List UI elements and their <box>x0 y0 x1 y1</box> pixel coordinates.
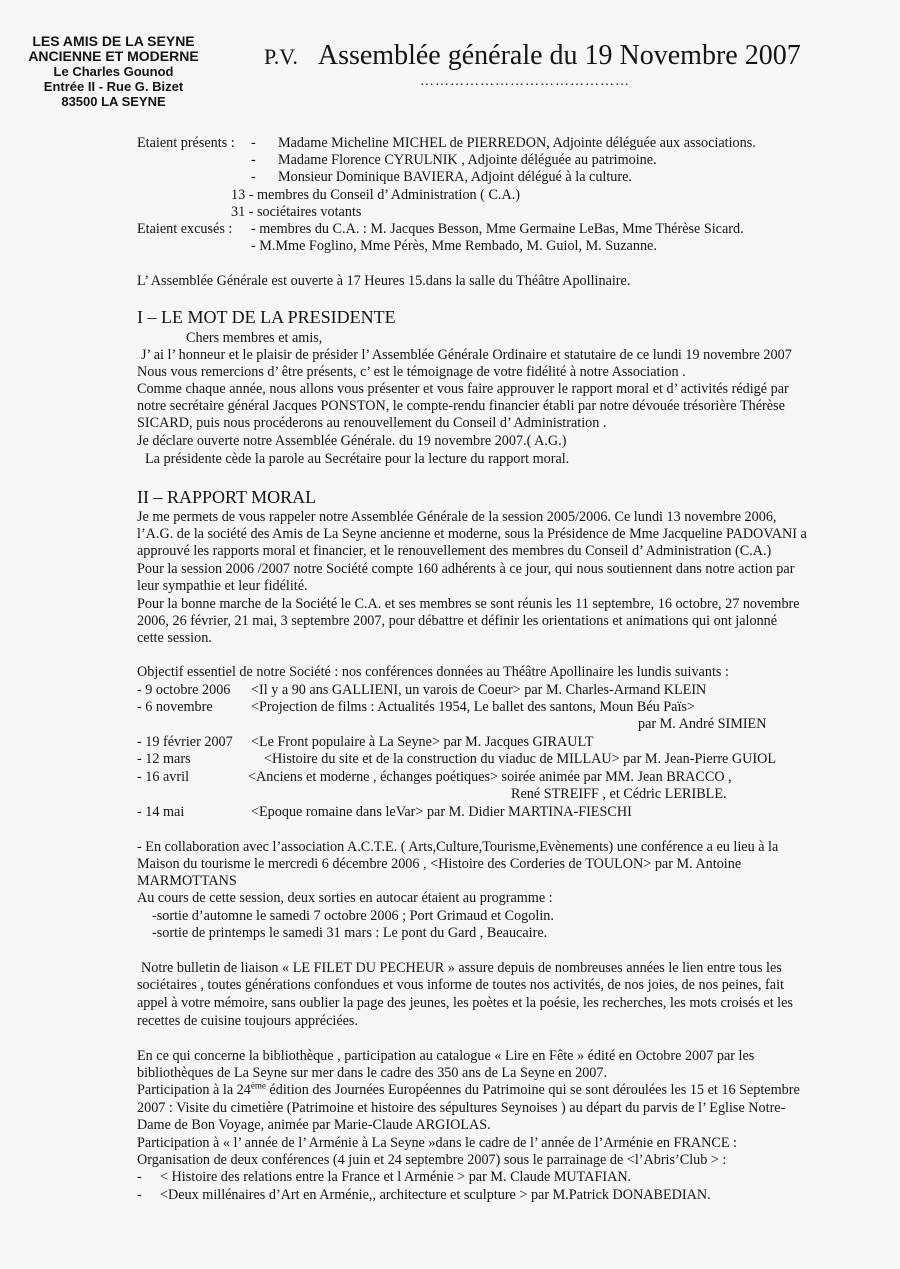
conf-date-3: - 19 février 2007 <box>137 734 233 750</box>
document-title <box>264 40 801 72</box>
biblio-line-2: bibliothèques de La Seyne sur mer dans le cadre des 350 ans de La Seyne en 2007. <box>137 1065 608 1081</box>
patrimoine-part-b: édition des Journées Européennes du Patrimoine qui se sont déroulées les 15 et 16 Septembre <box>265 1082 800 1098</box>
armenie-dash-2: - <box>137 1187 142 1203</box>
armenie-conf-1: < Histoire des relations entre la France et l Arménie > par M. Claude MUTAFIAN. <box>160 1169 632 1185</box>
patrimoine-line-3: Dame de Bon Voyage, animée par Marie-Claude ARGIOLAS. <box>137 1117 491 1133</box>
bulletin-line-2: sociétaires , toutes générations confondues et vous informe de toutes nos activités, de nos joies, de nos peines, fait <box>137 977 784 993</box>
present-dash-3: - <box>251 169 256 185</box>
conf-date-1: - 9 octobre 2006 <box>137 682 231 698</box>
present-2: Madame Florence CYRULNIK , Adjointe déléguée au patrimoine. <box>278 152 657 168</box>
s2-line-5: leur sympathie et leur fidélité. <box>137 578 308 594</box>
letterhead-line-1: LES AMIS DE LA SEYNE <box>32 33 195 49</box>
excused-1: - membres du C.A. : M. Jacques Besson, Mme Germaine LeBas, Mme Thérèse Sicard. <box>251 221 744 237</box>
letterhead-line-2: ANCIENNE ET MODERNE <box>28 48 199 64</box>
present-dash-2: - <box>251 152 256 168</box>
s2-line-4: Pour la session 2006 /2007 notre Société compte 160 adhérents à ce jour, qui nous soutiennent dans notre action par <box>137 561 795 577</box>
excused-2: - M.Mme Foglino, Mme Pérès, Mme Rembado, M. Guiol, M. Suzanne. <box>251 238 657 254</box>
conf-date-4: - 12 mars <box>137 751 191 767</box>
bulletin-line-4: recettes de cuisine toujours appréciées. <box>137 1013 358 1029</box>
s1-line-8: La présidente cède la parole au Secrétaire pour la lecture du rapport moral. <box>145 451 570 467</box>
s2-line-1: Je me permets de vous rappeler notre Assemblée Générale de la session 2005/2006. Ce lundi 13 novembre 2006, <box>137 509 777 525</box>
present-3: Monsieur Dominique BAVIERA, Adjoint délégué à la culture. <box>278 169 632 185</box>
sorties-line-1: Au cours de cette session, deux sorties en autocar étaient au programme : <box>137 890 553 906</box>
s1-line-7: Je déclare ouverte notre Assemblée Générale. du 19 novembre 2007.( A.G.) <box>137 433 567 449</box>
patrimoine-superscript: ème <box>250 1080 266 1091</box>
patrimoine-part-a: Participation à la 24 <box>137 1082 251 1098</box>
acte-line-2: Maison du tourisme le mercredi 6 décembre 2006 , <Histoire des Corderies de TOULON> par M. Antoine <box>137 856 742 872</box>
armenie-intro-2: Organisation de deux conférences (4 juin et 24 septembre 2007) sous le parrainage de <l’Abris’Club > : <box>137 1152 727 1168</box>
excuses-label: Etaient excusés : <box>137 221 233 237</box>
section-2-heading: II – RAPPORT MORAL <box>137 487 317 507</box>
s2-line-8: cette session. <box>137 630 212 646</box>
s2-line-7: 2006, 26 février, 21 mai, 3 septembre 2007, pour débattre et définir les orientations et animations qui ont jalonné <box>137 613 778 629</box>
pv-label: P.V. <box>264 44 298 69</box>
sorties-line-2: -sortie d’automne le samedi 7 octobre 2006 ; Port Grimaud et Cogolin. <box>152 908 554 924</box>
present-1: Madame Micheline MICHEL de PIERREDON, Adjointe déléguée aux associations. <box>278 135 756 151</box>
s1-line-5: notre secrétaire général Jacques PONSTON, le compte-rendu financier établi par notre dévouée trésorière Thérèse <box>137 398 785 414</box>
biblio-line-1: En ce qui concerne la bibliothèque , participation au catalogue « Lire en Fête » édité en Octobre 2007 par les <box>137 1048 755 1064</box>
association-letterhead <box>16 34 211 109</box>
patrimoine-line-2: 2007 : Visite du cimetière (Patrimoine et histoire des sépultures Seynoises ) au départ du parvis de l’ Eglise Notre- <box>137 1100 786 1116</box>
objective-line: Objectif essentiel de notre Société : nos conférences données au Théâtre Apollinaire les lundis suivants : <box>137 664 729 680</box>
ca-members-count: 13 - membres du Conseil d’ Administration ( C.A.) <box>231 187 520 203</box>
conf-date-5: - 16 avril <box>137 769 190 785</box>
armenie-intro-1: Participation à « l’ année de l’ Arménie à La Seyne »dans le cadre de l’ année de l’Arménie en FRANCE : <box>137 1135 737 1151</box>
letterhead-line-4: Entrée II - Rue G. Bizet <box>43 79 184 94</box>
acte-line-3: MARMOTTANS <box>137 873 237 889</box>
s2-line-3: approuvé les rapports moral et financier, et le renouvellement des membres du Conseil d’ Administration (C.A.) <box>137 543 772 559</box>
conf-text-2: <Projection de films : Actualités 1954, Le ballet des santons, Moun Béu Païs> <box>251 699 695 715</box>
sorties-line-3: -sortie de printemps le samedi 31 mars : Le pont du Gard , Beaucaire. <box>152 925 548 941</box>
conf-text-5b: René STREIFF , et Cédric LERIBLE. <box>511 786 727 802</box>
conf-text-1: <Il y a 90 ans GALLIENI, un varois de Coeur> par M. Charles-Armand KLEIN <box>251 682 707 698</box>
conf-text-2b: par M. André SIMIEN <box>638 716 767 732</box>
section-1-heading: I – LE MOT DE LA PRESIDENTE <box>137 307 396 327</box>
s1-line-1: Chers membres et amis, <box>186 330 323 346</box>
s1-line-2: J’ ai l’ honneur et le plaisir de présider l’ Assemblée Générale Ordinaire et statutaire de ce lundi 19 novembre 2007 <box>141 347 792 363</box>
title-dotted-line: …………………………………… <box>420 74 630 89</box>
s1-line-3: Nous vous remercions d’ être présents, c’ est le témoignage de votre fidélité à notre Association . <box>137 364 686 380</box>
letterhead-line-3: Le Charles Gounod <box>53 64 174 79</box>
acte-line-1: - En collaboration avec l’association A.C.T.E. ( Arts,Culture,Tourisme,Evènements) une conférence a eu lieu à la <box>137 839 779 855</box>
armenie-conf-2: <Deux millénaires d’Art en Arménie,, architecture et sculpture > par M.Patrick DONABEDIAN. <box>160 1187 711 1203</box>
presents-label: Etaient présents : <box>137 135 235 151</box>
conf-text-3: <Le Front populaire à La Seyne> par M. Jacques GIRAULT <box>251 734 594 750</box>
letterhead-line-5: 83500 LA SEYNE <box>61 94 166 109</box>
s1-line-4: Comme chaque année, nous allons vous présenter et vous faire approuver le rapport moral et d’ activités rédigé par <box>137 381 789 397</box>
armenie-dash-1: - <box>137 1169 142 1185</box>
patrimoine-line-1 <box>137 1082 800 1099</box>
conf-date-6: - 14 mai <box>137 804 185 820</box>
title-text: Assemblée générale du 19 Novembre 2007 <box>317 40 801 71</box>
bulletin-line-1: Notre bulletin de liaison « LE FILET DU PECHEUR » assure depuis de nombreuses années le lien entre tous les <box>141 960 782 976</box>
conf-date-2: - 6 novembre <box>137 699 213 715</box>
s1-line-6: SICARD, puis nous procéderons au renouvellement du Conseil d’ Administration . <box>137 415 607 431</box>
conf-text-6: <Epoque romaine dans leVar> par M. Didier MARTINA-FIESCHI <box>251 804 632 820</box>
opening-statement: L’ Assemblée Générale est ouverte à 17 Heures 15.dans la salle du Théâtre Apollinaire. <box>137 273 631 289</box>
s2-line-2: l’A.G. de la société des Amis de La Seyne ancienne et moderne, sous la Présidence de Mme Jacqueline PADOVANI a <box>137 526 807 542</box>
s2-line-6: Pour la bonne marche de la Société le C.A. et ses membres se sont réunis les 11 septembre, 16 octobre, 27 novembre <box>137 596 800 612</box>
present-dash-1: - <box>251 135 256 151</box>
bulletin-line-3: appel à votre mémoire, sans oublier la page des jeunes, les poètes et la poésie, les recherches, les mots croisés et les <box>137 995 793 1011</box>
conf-text-4: <Histoire du site et de la construction du viaduc de MILLAU> par M. Jean-Pierre GUIOL <box>264 751 777 767</box>
voters-count: 31 - sociétaires votants <box>231 204 362 220</box>
conf-text-5: <Anciens et moderne , échanges poétiques> soirée animée par MM. Jean BRACCO , <box>248 769 732 785</box>
